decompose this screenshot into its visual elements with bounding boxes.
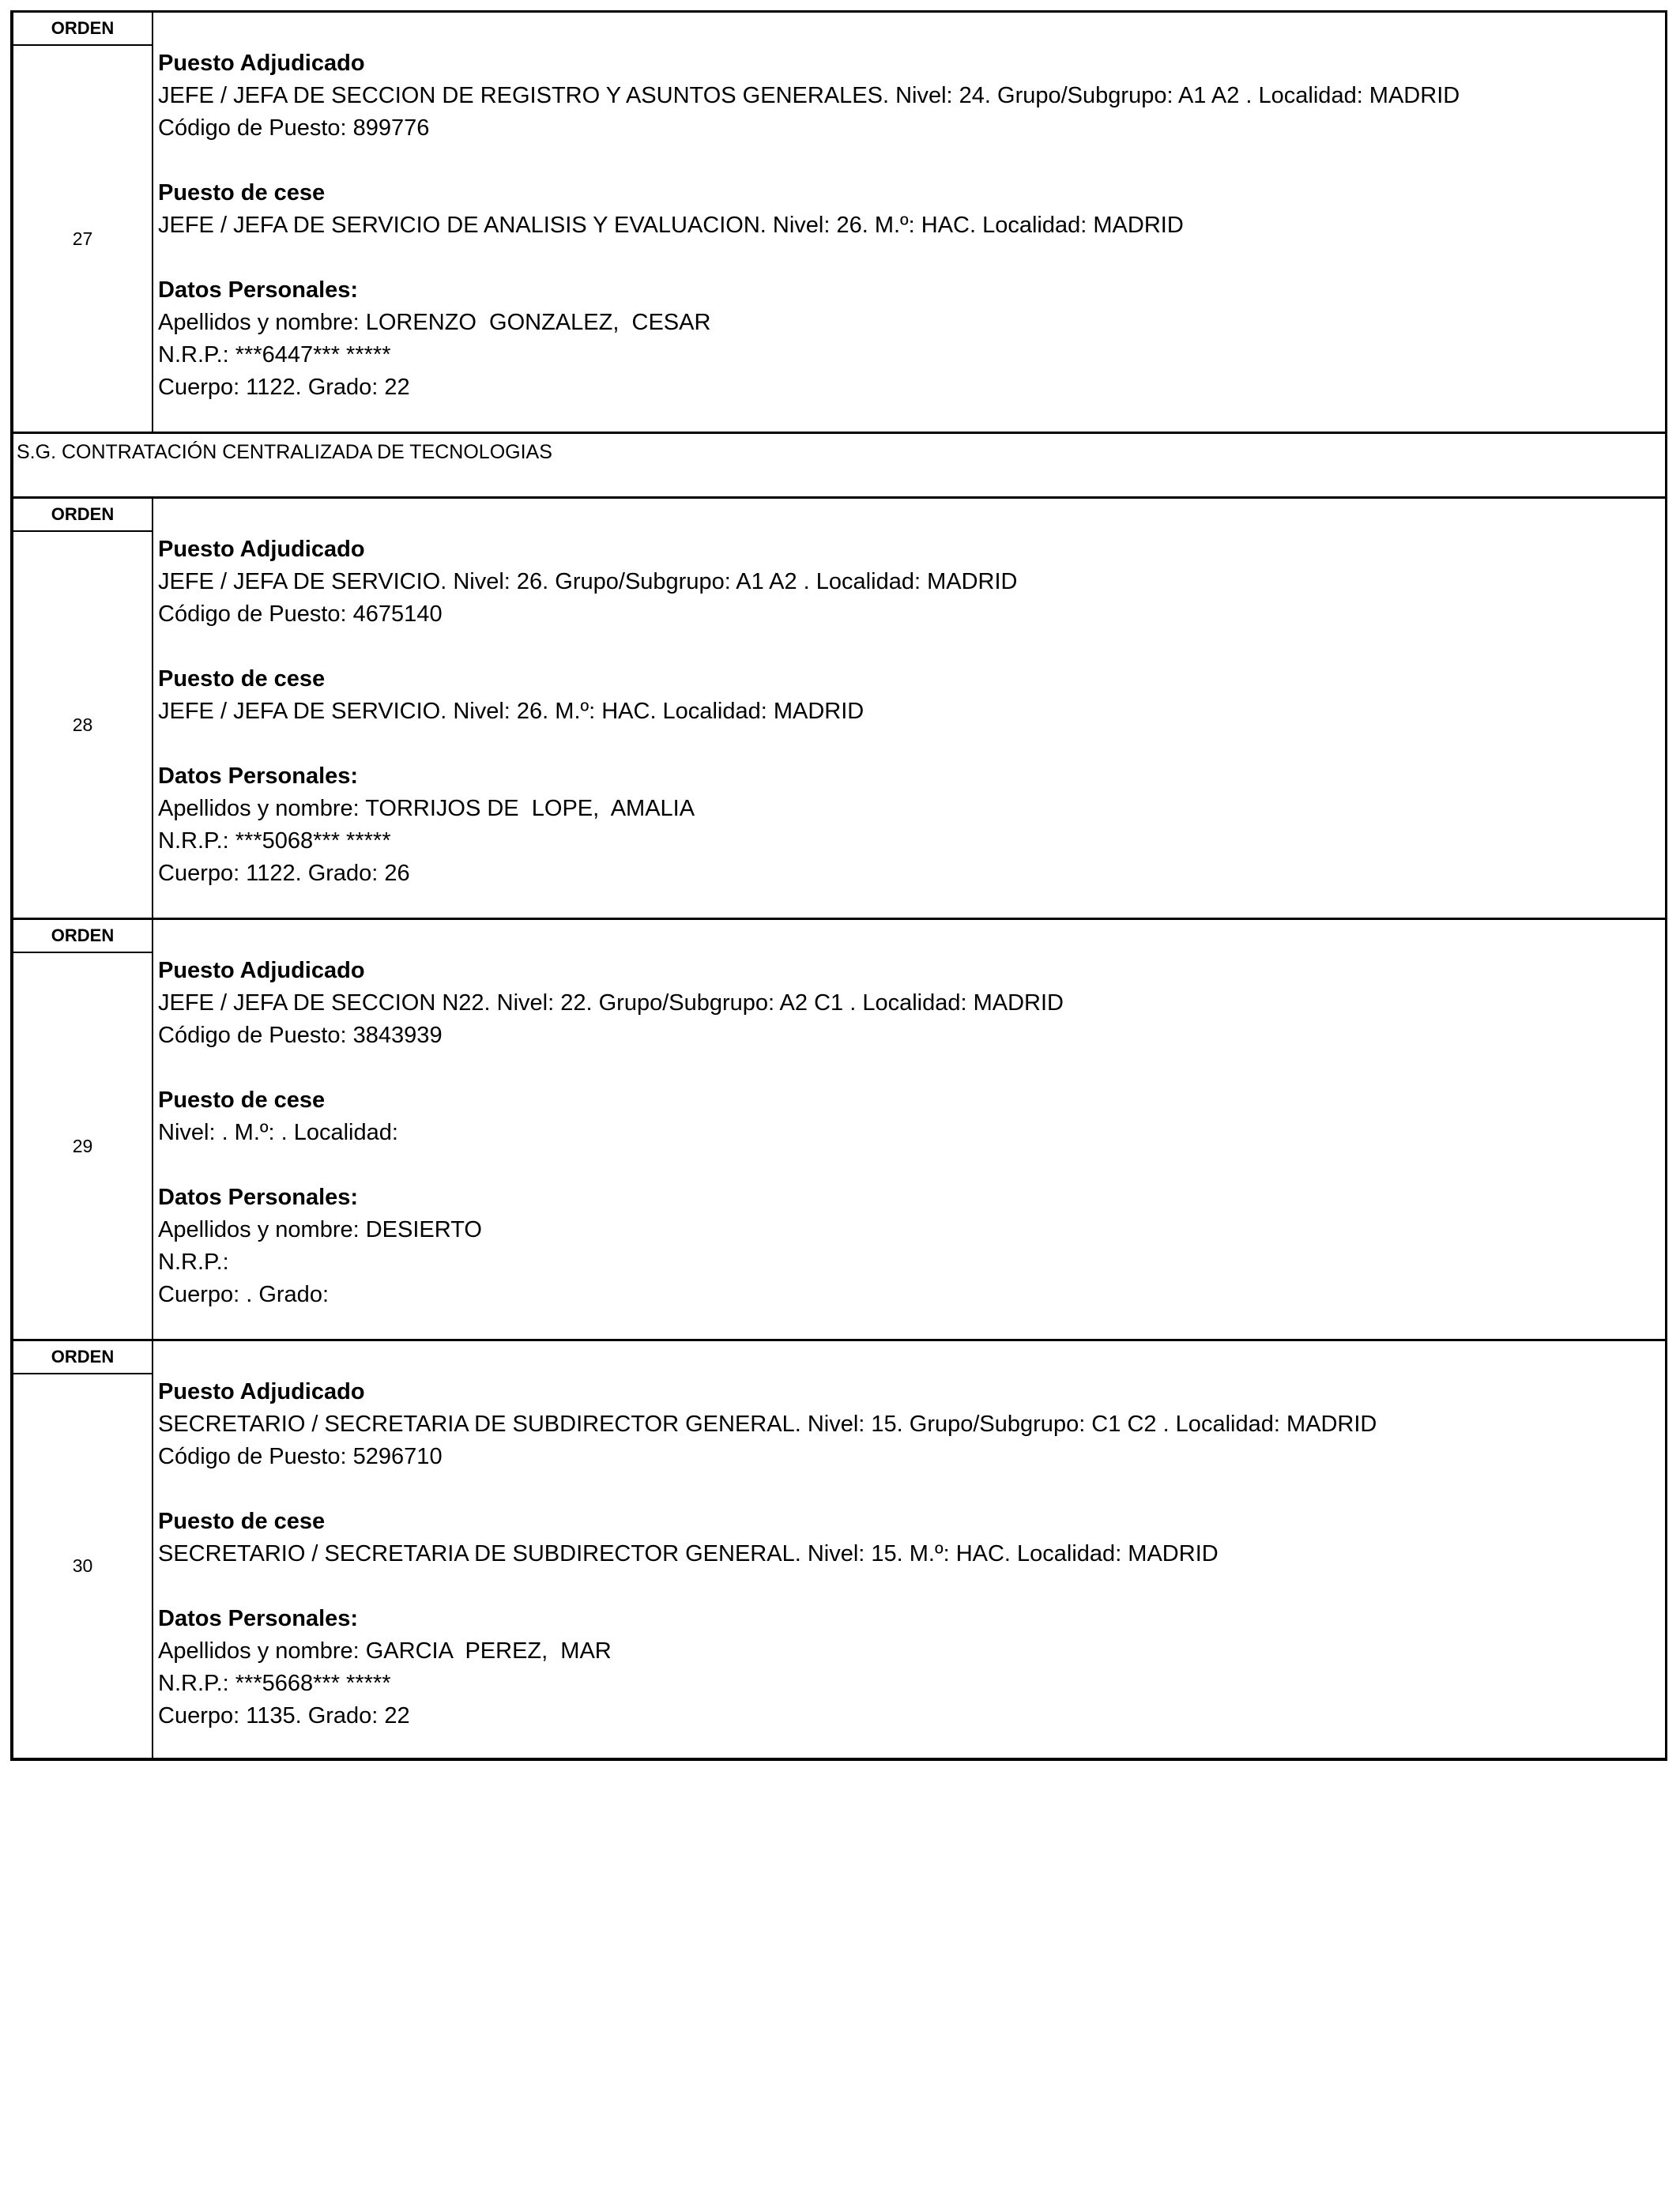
orden-number: 30 bbox=[72, 1555, 93, 1576]
adjudicado-heading: Puesto Adjudicado bbox=[158, 1379, 365, 1404]
entry-row bbox=[13, 499, 1665, 920]
cuerpo-grado: Cuerpo: . Grado: bbox=[158, 1282, 329, 1307]
nombre: Apellidos y nombre: LORENZO GONZALEZ, CESAR bbox=[158, 310, 711, 335]
adjudicado-heading: Puesto Adjudicado bbox=[158, 958, 365, 983]
spacer bbox=[158, 242, 1665, 274]
spacer bbox=[158, 1473, 1665, 1506]
cese-description: JEFE / JEFA DE SERVICIO. Nivel: 26. M.º: HAC. Localidad: MADRID bbox=[158, 699, 864, 724]
orden-column bbox=[13, 920, 153, 1339]
nombre: Apellidos y nombre: DESIERTO bbox=[158, 1217, 482, 1242]
entry-row bbox=[13, 1341, 1665, 1761]
orden-label: ORDEN bbox=[13, 499, 152, 532]
spacer bbox=[158, 631, 1665, 663]
document-table bbox=[10, 10, 1667, 1761]
entry-details bbox=[153, 499, 1665, 918]
codigo-puesto: Código de Puesto: 5296710 bbox=[158, 1444, 443, 1469]
datos-heading: Datos Personales: bbox=[158, 1185, 359, 1210]
orden-label: ORDEN bbox=[13, 1341, 152, 1374]
cese-description: JEFE / JEFA DE SERVICIO DE ANALISIS Y EVALUACION. Nivel: 26. M.º: HAC. Localidad: MADRID bbox=[158, 213, 1184, 238]
cese-heading: Puesto de cese bbox=[158, 1088, 326, 1113]
entry-details bbox=[153, 920, 1665, 1339]
orden-label: ORDEN bbox=[13, 13, 152, 46]
section-header: S.G. CONTRATACIÓN CENTRALIZADA DE TECNOLOGIAS bbox=[13, 434, 1665, 499]
cuerpo-grado: Cuerpo: 1122. Grado: 22 bbox=[158, 375, 410, 400]
cuerpo-grado: Cuerpo: 1122. Grado: 26 bbox=[158, 861, 410, 886]
codigo-puesto: Código de Puesto: 899776 bbox=[158, 115, 430, 141]
nombre: Apellidos y nombre: GARCIA PEREZ, MAR bbox=[158, 1638, 612, 1664]
codigo-puesto: Código de Puesto: 3843939 bbox=[158, 1023, 443, 1048]
orden-number: 27 bbox=[72, 228, 93, 249]
codigo-puesto: Código de Puesto: 4675140 bbox=[158, 601, 443, 627]
adjudicado-heading: Puesto Adjudicado bbox=[158, 537, 365, 562]
adjudicado-description: JEFE / JEFA DE SERVICIO. Nivel: 26. Grupo/Subgrupo: A1 A2 . Localidad: MADRID bbox=[158, 569, 1018, 594]
entry-row bbox=[13, 920, 1665, 1341]
orden-number: 28 bbox=[72, 714, 93, 735]
entry-row bbox=[13, 13, 1665, 434]
nrp: N.R.P.: ***5668*** ***** bbox=[158, 1671, 391, 1696]
adjudicado-description: JEFE / JEFA DE SECCION DE REGISTRO Y ASUNTOS GENERALES. Nivel: 24. Grupo/Subgrupo: A1 A2 . Localidad: MADRID bbox=[158, 83, 1460, 108]
spacer bbox=[158, 1570, 1665, 1603]
spacer bbox=[158, 728, 1665, 760]
orden-label: ORDEN bbox=[13, 920, 152, 953]
cese-heading: Puesto de cese bbox=[158, 1509, 326, 1534]
nrp: N.R.P.: ***6447*** ***** bbox=[158, 342, 391, 368]
entry-details bbox=[153, 13, 1665, 432]
datos-heading: Datos Personales: bbox=[158, 1606, 359, 1631]
nombre: Apellidos y nombre: TORRIJOS DE LOPE, AMALIA bbox=[158, 796, 695, 821]
cuerpo-grado: Cuerpo: 1135. Grado: 22 bbox=[158, 1703, 410, 1728]
spacer bbox=[158, 1149, 1665, 1182]
cese-description: Nivel: . M.º: . Localidad: bbox=[158, 1120, 398, 1145]
entry-details bbox=[153, 1341, 1665, 1758]
orden-column bbox=[13, 499, 153, 918]
nrp: N.R.P.: bbox=[158, 1250, 229, 1275]
cese-description: SECRETARIO / SECRETARIA DE SUBDIRECTOR GENERAL. Nivel: 15. M.º: HAC. Localidad: MADRID bbox=[158, 1541, 1219, 1566]
nrp: N.R.P.: ***5068*** ***** bbox=[158, 828, 391, 854]
orden-column bbox=[13, 13, 153, 432]
orden-column bbox=[13, 1341, 153, 1758]
datos-heading: Datos Personales: bbox=[158, 763, 359, 789]
spacer bbox=[158, 145, 1665, 177]
spacer bbox=[158, 1052, 1665, 1084]
cese-heading: Puesto de cese bbox=[158, 180, 326, 205]
adjudicado-description: JEFE / JEFA DE SECCION N22. Nivel: 22. Grupo/Subgrupo: A2 C1 . Localidad: MADRID bbox=[158, 990, 1064, 1016]
datos-heading: Datos Personales: bbox=[158, 277, 359, 303]
adjudicado-heading: Puesto Adjudicado bbox=[158, 51, 365, 76]
adjudicado-description: SECRETARIO / SECRETARIA DE SUBDIRECTOR GENERAL. Nivel: 15. Grupo/Subgrupo: C1 C2 . Localidad: MADRID bbox=[158, 1412, 1377, 1437]
orden-number: 29 bbox=[72, 1135, 93, 1156]
cese-heading: Puesto de cese bbox=[158, 666, 326, 692]
